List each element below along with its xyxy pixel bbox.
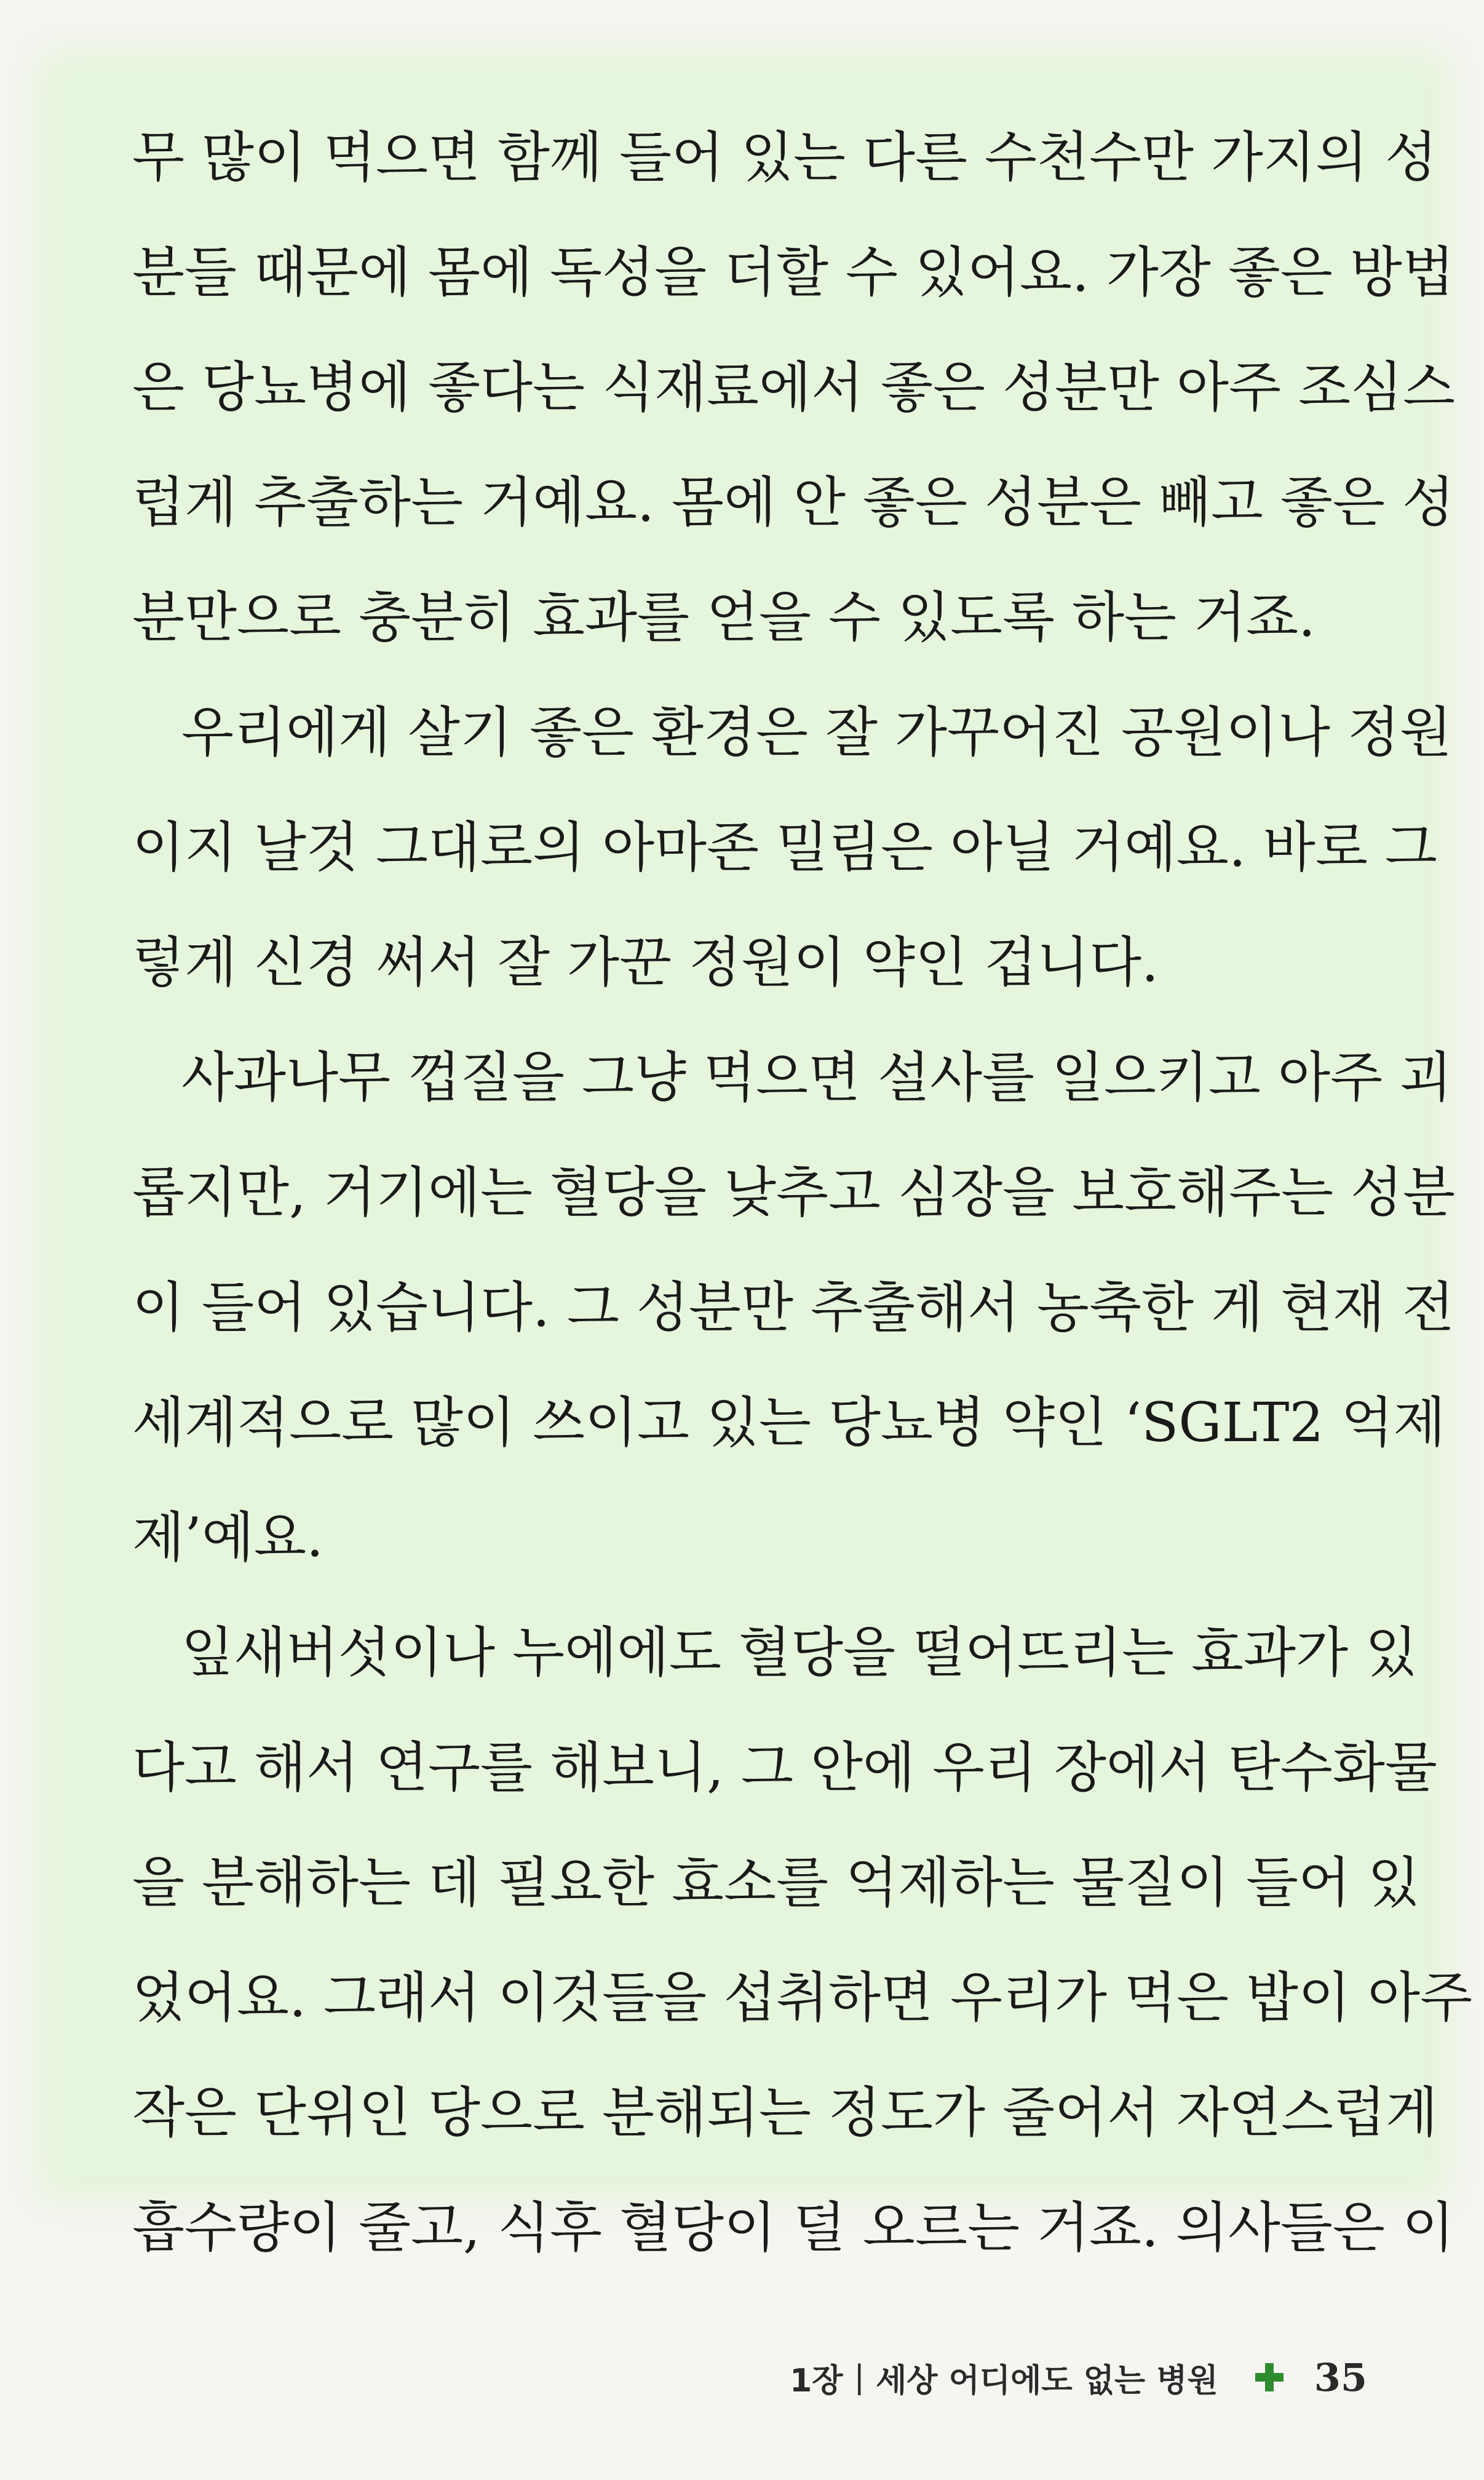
- text-line: 이 들어 있습니다. 그 성분만 추출해서 농축한 게 현재 전: [132, 1276, 1454, 1339]
- text-line: 잎새버섯이나 누에에도 혈당을 떨어뜨리는 효과가 있: [181, 1621, 1418, 1684]
- page-footer: [790, 2347, 1367, 2408]
- body-text: [132, 100, 1472, 2285]
- text-line: 롭지만, 거기에는 혈당을 낮추고 심장을 보호해주는 성분: [132, 1161, 1455, 1224]
- text-line: 다고 해서 연구를 해보니, 그 안에 우리 장에서 탄수화물: [132, 1736, 1437, 1799]
- page-number: 35: [1314, 2355, 1367, 2400]
- text-line: 작은 단위인 당으로 분해되는 정도가 줄어서 자연스럽게: [132, 2081, 1438, 2144]
- text-line: 사과나무 껍질을 그냥 먹으면 설사를 일으키고 아주 괴: [181, 1046, 1452, 1109]
- footer-separator: |: [854, 2359, 865, 2396]
- text-line: 흡수량이 줄고, 식후 혈당이 덜 오르는 거죠. 의사들은 이: [132, 2196, 1454, 2259]
- text-line: 세계적으로 많이 쓰이고 있는 당뇨병 약인 ‘SGLT2 억제: [132, 1391, 1446, 1454]
- text-line: 분들 때문에 몸에 독성을 더할 수 있어요. 가장 좋은 방법: [132, 240, 1454, 304]
- text-line: 무 많이 먹으면 함께 들어 있는 다른 수천수만 가지의 성: [132, 125, 1437, 189]
- text-line: 은 당뇨병에 좋다는 식재료에서 좋은 성분만 아주 조심스: [132, 356, 1455, 419]
- text-line: 분만으로 충분히 효과를 얻을 수 있도록 하는 거죠.: [132, 586, 1315, 649]
- text-line: 럽게 추출하는 거예요. 몸에 안 좋은 성분은 빼고 좋은 성: [132, 471, 1454, 534]
- text-line: 렇게 신경 써서 잘 가꾼 정원이 약인 겁니다.: [132, 931, 1159, 994]
- running-head: 세상 어디에도 없는 병원: [876, 2362, 1218, 2399]
- text-line: 을 분해하는 데 필요한 효소를 억제하는 물질이 들어 있: [132, 1851, 1420, 1914]
- highlighted-text-panel: [62, 75, 1472, 2259]
- text-line: 이지 날것 그대로의 아마존 밀림은 아닐 거예요. 바로 그: [132, 816, 1437, 879]
- text-line: 제’예요.: [132, 1506, 323, 1569]
- text-line: 었어요. 그래서 이것들을 섭취하면 우리가 먹은 밥이 아주: [132, 1966, 1472, 2029]
- green-cross-icon: [1255, 2363, 1284, 2391]
- chapter-label: 1장: [790, 2362, 843, 2399]
- text-line: 우리에게 살기 좋은 환경은 잘 가꾸어진 공원이나 정원: [181, 701, 1452, 764]
